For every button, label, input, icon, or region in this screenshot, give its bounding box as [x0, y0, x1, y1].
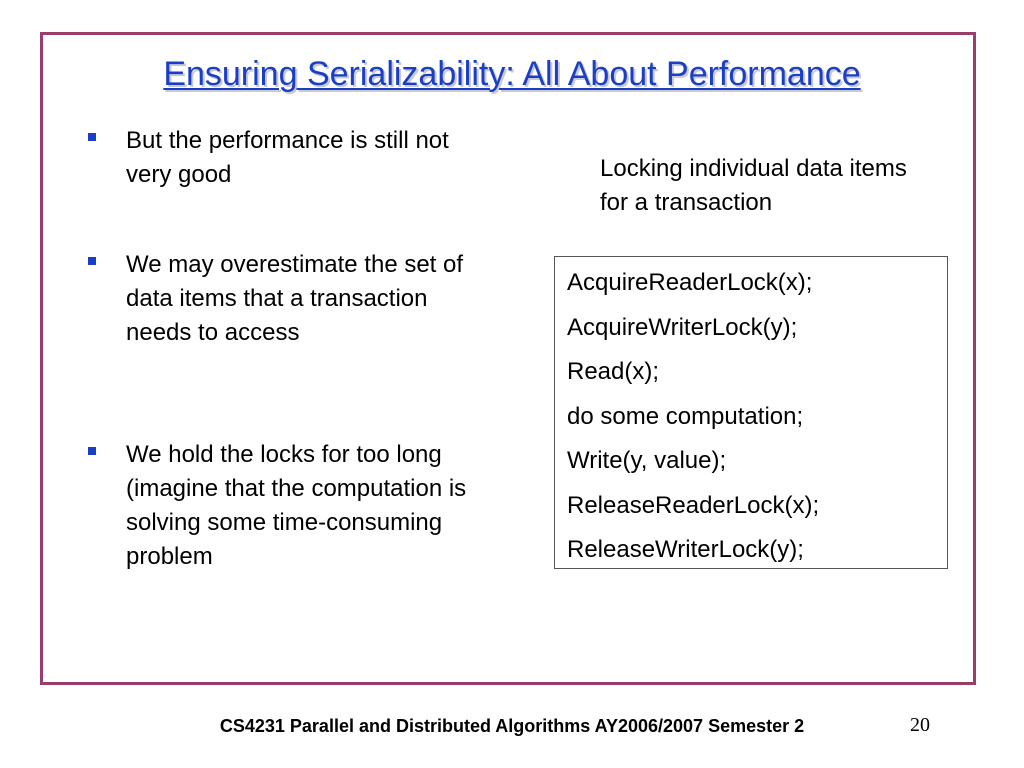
code-line: ReleaseReaderLock(x);: [567, 491, 820, 519]
page-number: 20: [910, 714, 930, 736]
code-line: AcquireReaderLock(x);: [567, 269, 813, 296]
slide-footer: CS4231 Parallel and Distributed Algorithms AY2006/2007 Semester 2: [219, 716, 805, 736]
code-line: do some computation;: [567, 402, 804, 430]
code-line: Read(x);: [567, 358, 660, 385]
code-box: [554, 256, 948, 569]
code-line: Write(y, value);: [567, 447, 727, 474]
bullet-text: We hold the locks for too long (imagine that the computation is solving some time-consuming problem: [126, 441, 467, 570]
square-bullet-icon: [88, 133, 96, 141]
square-bullet-icon: [88, 257, 96, 265]
code-line: ReleaseWriterLock(y);: [567, 536, 804, 563]
bullet-text: We may overestimate the set of data items that a transaction needs to access: [126, 251, 464, 346]
bullet-text: But the performance is still not very good: [126, 127, 449, 188]
square-bullet-icon: [88, 447, 96, 455]
slide-title: Ensuring Serializability: All About Performance: [163, 55, 861, 93]
code-caption: Locking individual data items for a transaction: [600, 155, 907, 216]
code-line: AcquireWriterLock(y);: [567, 313, 798, 341]
